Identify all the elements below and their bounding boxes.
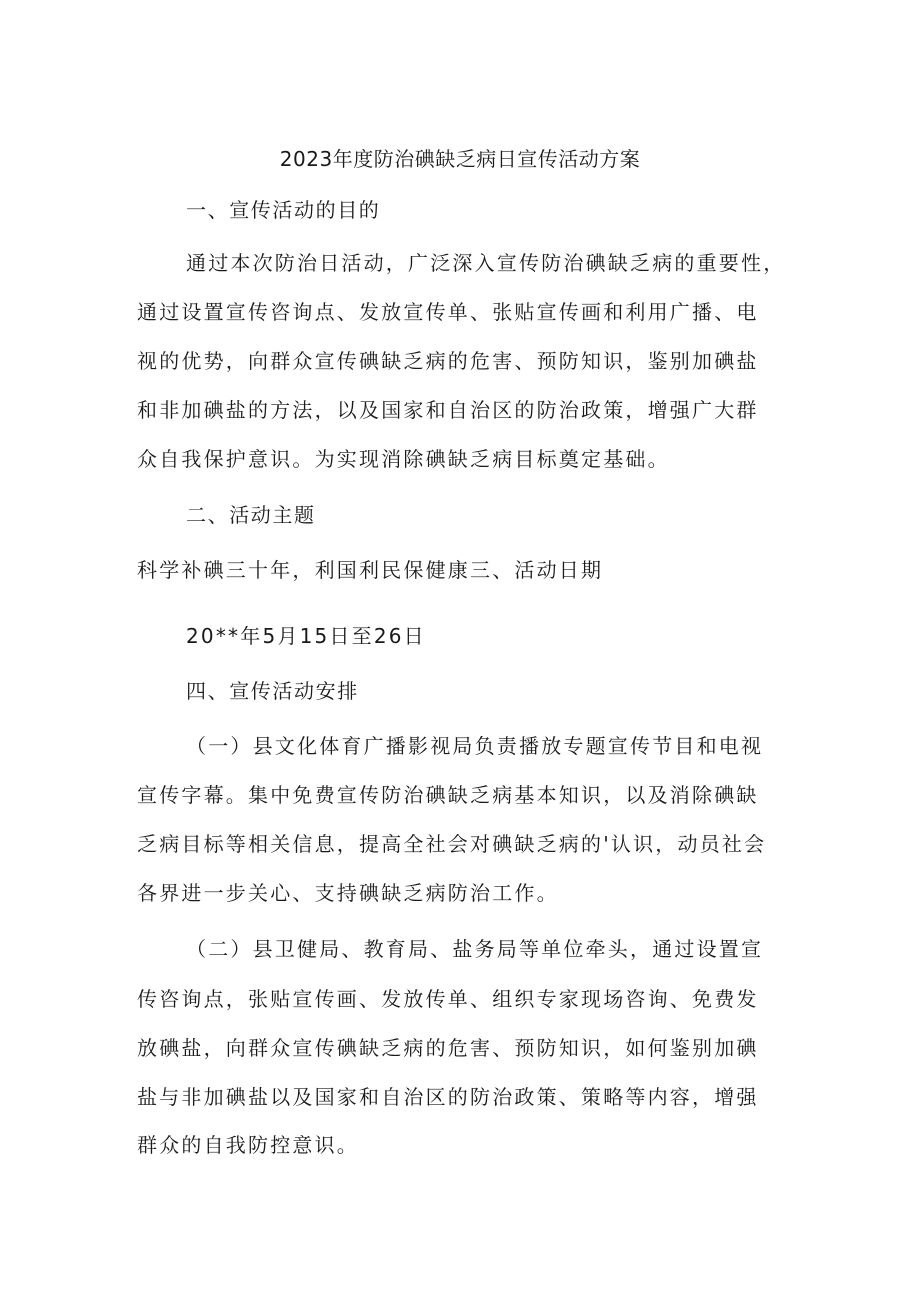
paragraph-line: （一）县文化体育广播影视局负责播放专题宣传节目和电视 [186,734,764,758]
paragraph-line: 视的优势，向群众宣传碘缺乏病的危害、预防知识，鉴别加碘盐 [137,349,759,373]
paragraph-line: 乏病目标等相关信息，提高全社会对碘缺乏病的'认识，动员社会 [137,832,767,856]
paragraph-line: （二）县卫健局、教育局、盐务局等单位牵头，通过设置宣 [186,937,764,961]
paragraph-line: 传咨询点，张贴宣传画、发放传单、组织专家现场咨询、免费发 [137,987,759,1011]
paragraph-line: 通过设置宣传咨询点、发放宣传单、张贴宣传画和利用广播、电 [137,300,759,324]
paragraph-line: 盐与非加碘盐以及国家和自治区的防治政策、策略等内容，增强 [137,1085,759,1109]
activity-date-line: 20**年5月15日至26日 [186,624,426,648]
document-title: 2023年度防治碘缺乏病日宣传活动方案 [279,147,641,171]
paragraph-line: 各界进一步关心、支持碘缺乏病防治工作。 [137,881,559,905]
section-heading-theme: 二、活动主题 [186,503,316,527]
theme-line: 科学补碘三十年，利国利民保健康三、活动日期 [137,558,604,582]
paragraph-line: 通过本次防治日活动，广泛深入宣传防治碘缺乏病的重要性， [186,251,786,275]
section-heading-arrangement: 四、宣传活动安排 [186,679,359,703]
paragraph-line: 众自我保护意识。为实现消除碘缺乏病目标奠定基础。 [137,447,670,471]
paragraph-line: 和非加碘盐的方法，以及国家和自治区的防治政策，增强广大群 [137,398,759,422]
section-heading-purpose: 一、宣传活动的目的 [186,198,381,222]
paragraph-line: 放碘盐，向群众宣传碘缺乏病的危害、预防知识，如何鉴别加碘 [137,1036,759,1060]
paragraph-line: 群众的自我防控意识。 [137,1133,359,1157]
paragraph-line: 宣传字幕。集中免费宣传防治碘缺乏病基本知识，以及消除碘缺 [137,783,759,807]
